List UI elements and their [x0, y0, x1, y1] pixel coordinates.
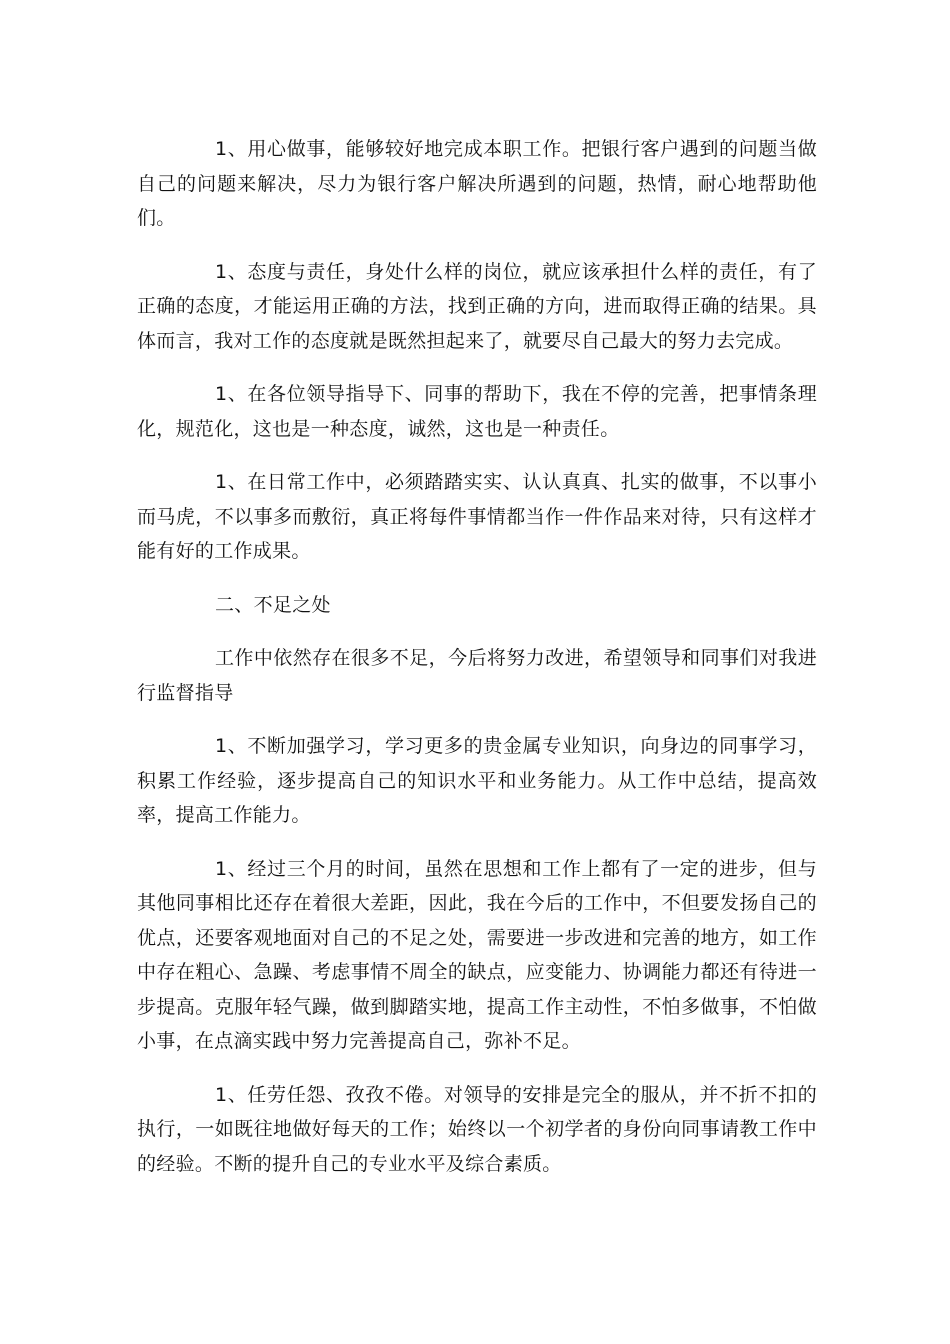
- paragraph-daily-work: 1、在日常工作中，必须踏踏实实、认认真真、扎实的做事，不以事小而马虎，不以事多而敷衍，真正将每件事情都当作一件作品来对待，只有这样才能有好的工作成果。: [137, 471, 817, 562]
- paragraph-shortcomings-intro: 工作中依然存在很多不足，今后将努力改进，希望领导和同事们对我进行监督指导: [137, 647, 817, 704]
- section-heading-shortcomings: 二、不足之处: [215, 593, 331, 616]
- paragraph-attitude-responsibility: 1、态度与责任，身处什么样的岗位，就应该承担什么样的责任，有了正确的态度，才能运用正确的方法，找到正确的方向，进而取得正确的结果。具体而言，我对工作的态度就是既然担起来了，就要尽自己最大的努力去完成。: [137, 260, 817, 352]
- paragraph-diligence: 1、任劳任怨、孜孜不倦。对领导的安排是完全的服从，并不折不扣的执行，一如既往地做好每天的工作；始终以一个初学者的身份向同事请教工作中的经验。不断的提升自己的专业水平及综合素质。: [137, 1083, 817, 1175]
- paragraph-responsibility-service: 1、用心做事，能够较好地完成本职工作。把银行客户遇到的问题当做自己的问题来解决，尽力为银行客户解决所遇到的问题，热情，耐心地帮助他们。: [137, 138, 817, 229]
- paragraph-guidance-improvement: 1、在各位领导指导下、同事的帮助下，我在不停的完善，把事情条理化，规范化，这也是一种态度，诚然，这也是一种责任。: [137, 383, 817, 440]
- document-body: [137, 132, 817, 1200]
- paragraph-learning: 1、不断加强学习，学习更多的贵金属专业知识，向身边的同事学习，积累工作经验，逐步提高自己的知识水平和业务能力。从工作中总结，提高效率，提高工作能力。: [137, 735, 817, 826]
- paragraph-progress-gap: 1、经过三个月的时间，虽然在思想和工作上都有了一定的进步，但与其他同事相比还存在着很大差距，因此，我在今后的工作中，不但要发扬自己的优点，还要客观地面对自己的不足之处，需要进一步改进和完善的地方，如工作中存在粗心、急躁、考虑事情不周全的缺点，应变能力、协调能力都还有待进一步提高。克服年轻气躁，做到脚踏实地，提高工作主动性，不怕多做事，不怕做小事，在点滴实践中努力完善提高自己，弥补不足。: [137, 857, 817, 1052]
